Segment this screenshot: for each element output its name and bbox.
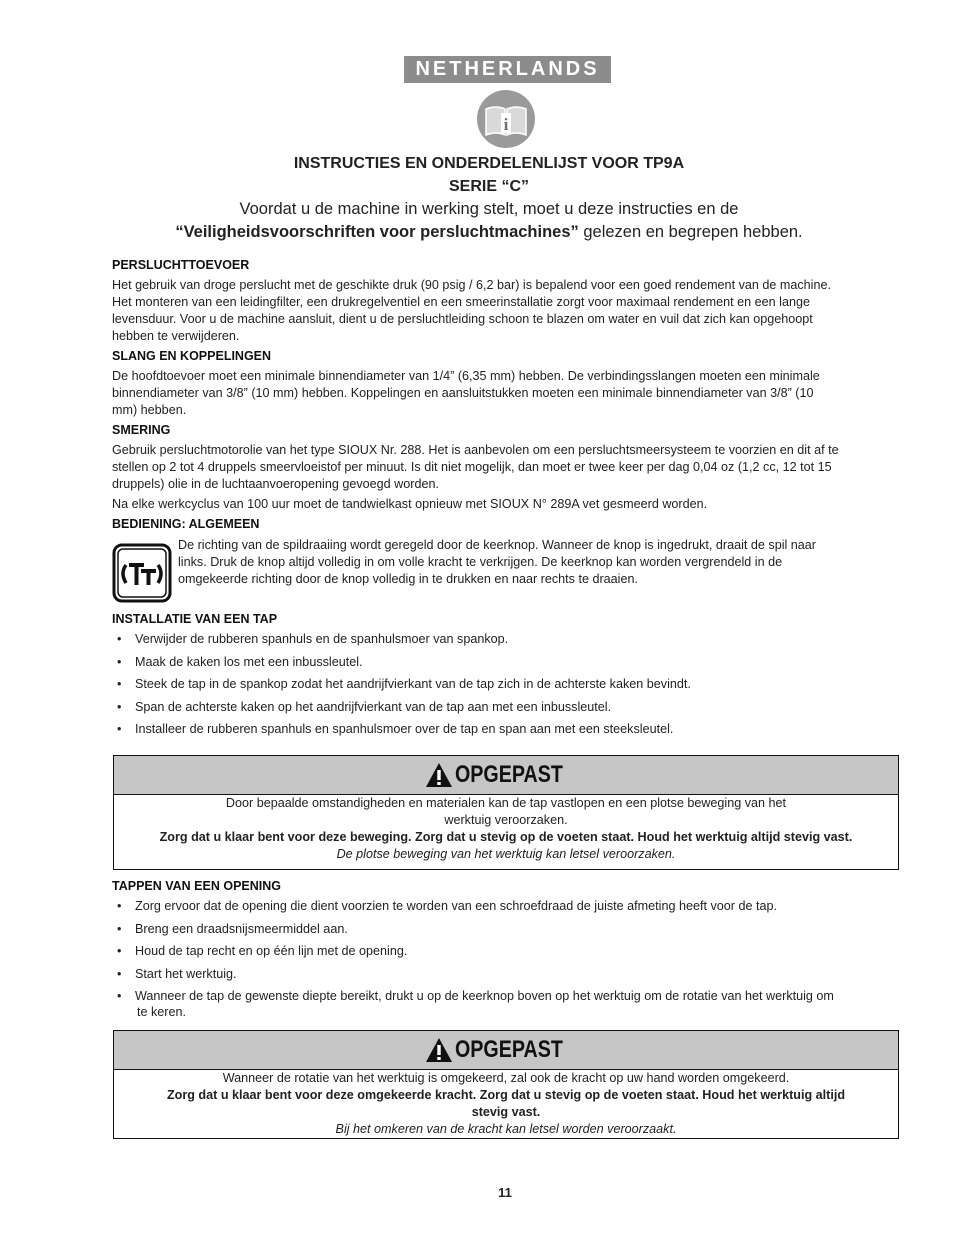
document-title: INSTRUCTIES EN ONDERDELENLIJST VOOR TP9A (293, 155, 685, 172)
warning-triangle-icon (425, 762, 453, 788)
caution-body: Door bepaalde omstandigheden en materialen kan de tap vastlopen en een plotse beweging van het werktuig veroorzaken. Zorg dat u klaar bent voor deze beweging. Zorg dat u stevig op de voeten staat. Houd het werktuig altijd stevig vast. De plotse beweging van het werktuig kan letsel veroorzaken. (159, 796, 853, 861)
list-item: • Houd de tap recht en op één lijn met de opening. (112, 943, 902, 959)
caution-header (114, 1031, 898, 1070)
heading-hoses: SLANG EN KOPPELINGEN (112, 349, 272, 363)
tapping-steps-list (112, 898, 902, 1020)
heading-lubrication: SMERING (112, 423, 171, 437)
paragraph-air-supply: Het gebruik van droge perslucht met de geschikte druk (90 psig / 6,2 bar) is bepalend voor een goed rendement van de machine. Het monteren van een leidingfilter, een drukregelventiel en een smeerinstallatie zorgt voor maximaal rendement en een lange levensduur. Voor u de machine aansluit, dient u de persluchtleiding schoon te blazen om water en vuil dat zich kan opgehoopt hebben te verwijderen. (112, 278, 831, 343)
language-banner: NETHERLANDS (404, 56, 611, 83)
list-item: • Breng een draadsnijsmeermiddel aan. (112, 921, 902, 937)
intro-line-1: Voordat u de machine in werking stelt, moet u deze instructies en de (239, 200, 739, 218)
paragraph-gearbox-grease: Na elke werkcyclus van 100 uur moet de tandwielkast opnieuw met SIOUX N° 289A vet gesmeerd worden. (112, 497, 708, 511)
paragraph-operation: De richting van de spildraaiing wordt geregeld door de keerknop. Wanneer de knop is ingedrukt, draait de spil naar links. Druk de knop altijd volledig in om volle kracht te verkrijgen. De keerknop kan worden vergrendeld in de omgekeerde richting door de knop volledig in te drukken en naar rechts te draaien. (178, 538, 816, 586)
safety-rules-title: “Veiligheidsvoorschriften voor persluchtmachines” (175, 223, 579, 241)
caution-box-2 (113, 1030, 899, 1139)
heading-tapping: TAPPEN VAN EEN OPENING (112, 879, 282, 893)
paragraph-hoses: De hoofdtoevoer moet een minimale binnendiameter van 1/4” (6,35 mm) hebben. De verbindingsslangen moeten een minimale binnendiameter van 3/8” (10 mm) hebben. Koppelingen en aansluitstukken moeten een minimale binnendiameter van 3/8” (10 mm) hebben. (112, 369, 820, 417)
list-item: • Verwijder de rubberen spanhuls en de spanhulsmoer van spankop. (112, 631, 902, 647)
reverse-torque-icon (112, 543, 172, 603)
caution-label: OPGEPAST (455, 761, 564, 788)
list-item: • Maak de kaken los met een inbussleutel. (112, 654, 902, 670)
warning-triangle-icon (425, 1037, 453, 1063)
paragraph-lubrication: Gebruik persluchtmotorolie van het type SIOUX Nr. 288. Het is aanbevolen om een persluchtsmeersysteem te voorzien en dit af te stellen op 2 tot 4 druppels smeervloeistof per minuut. Is dit niet mogelijk, dan moet er twee keer per dag 0,04 oz (1,2 cc, 12 tot 15 druppels) olie in de luchtaanvoeropening gevoegd worden. (112, 443, 839, 491)
caution-body: Wanneer de rotatie van het werktuig is omgekeerd, zal ook de kracht op uw hand worden omgekeerd. Zorg dat u klaar bent voor deze omgekeerde kracht. Zorg dat u stevig op de voeten staat. Houd het werktuig altijd stevig vast. Bij het omkeren van de kracht kan letsel worden veroorzaakt. (166, 1071, 846, 1136)
heading-install-tap: INSTALLATIE VAN EEN TAP (112, 612, 278, 626)
info-manual-icon (476, 89, 536, 149)
list-item: • Wanneer de tap de gewenste diepte bereikt, drukt u op de keerknop boven op het werktuig om de rotatie van het werktuig om te keren. (112, 988, 902, 1020)
intro-line-2: “Veiligheidsvoorschriften voor persluchtmachines” gelezen en begrepen hebben. (175, 223, 803, 241)
list-item: • Steek de tap in de spankop zodat het aandrijfvierkant van de tap zich in de achterste kaken bevindt. (112, 676, 902, 692)
heading-air-supply: PERSLUCHTTOEVOER (112, 258, 250, 272)
caution-header (114, 756, 898, 795)
svg-text:i: i (503, 115, 509, 134)
page-number: 11 (498, 1185, 512, 1200)
install-steps-list (112, 631, 902, 737)
list-item: • Start het werktuig. (112, 966, 902, 982)
document-series: SERIE “C” (448, 178, 529, 195)
caution-box-1 (113, 755, 899, 870)
heading-operation: BEDIENING: ALGEMEEN (112, 517, 260, 531)
caution-label: OPGEPAST (455, 1036, 564, 1063)
list-item: • Zorg ervoor dat de opening die dient voorzien te worden van een schroefdraad de juiste afmeting heeft voor de tap. (112, 898, 902, 914)
list-item: • Span de achterste kaken op het aandrijfvierkant van de tap aan met een inbussleutel. (112, 699, 902, 715)
list-item: • Installeer de rubberen spanhuls en spanhulsmoer over de tap en span aan met een steeksleutel. (112, 721, 902, 737)
